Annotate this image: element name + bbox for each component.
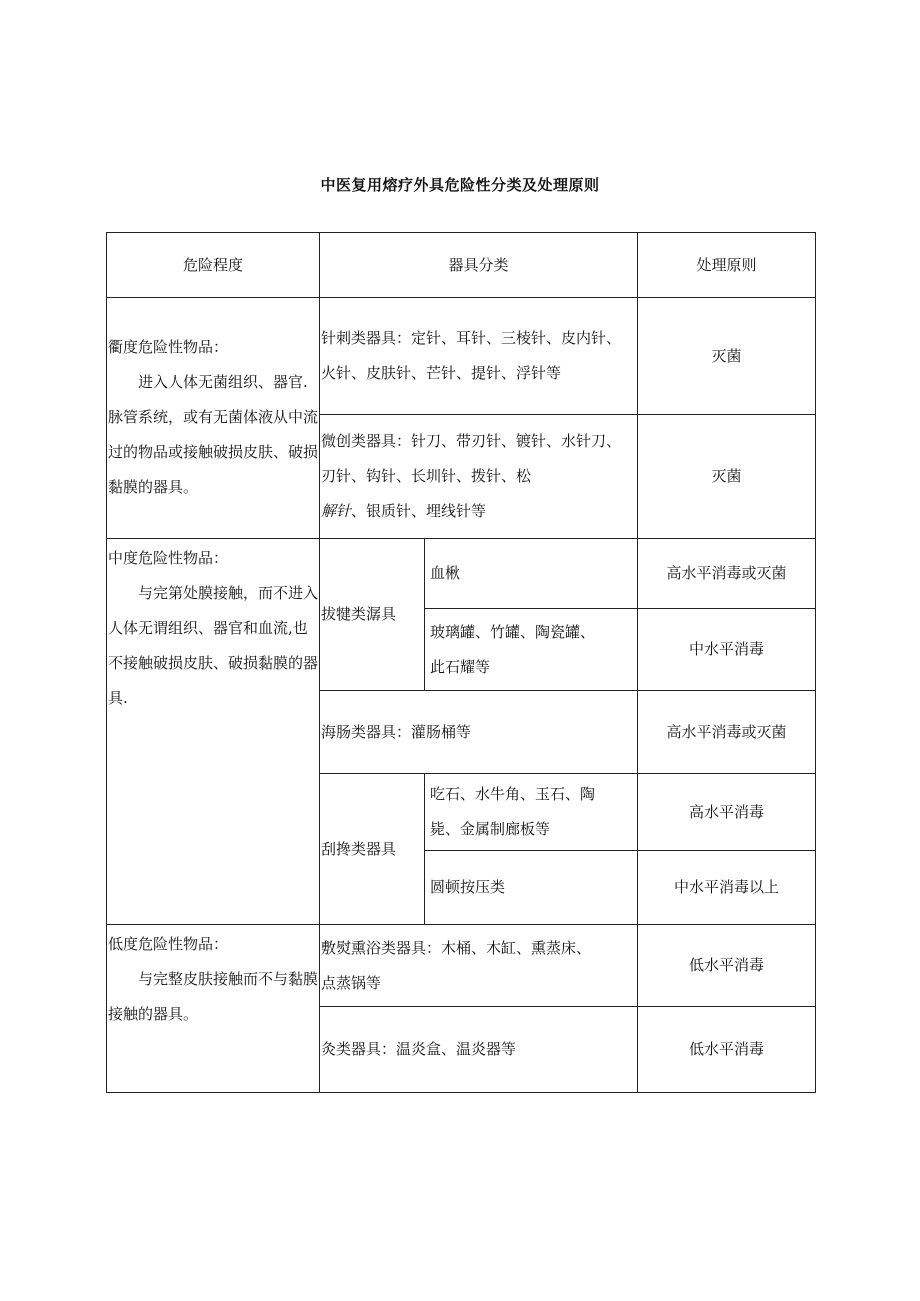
fumigation-instruments-cell [320, 925, 638, 1007]
table-row [107, 298, 816, 415]
subcategory-cell [425, 539, 638, 609]
table-row [107, 539, 816, 609]
medium-risk-cell [107, 539, 320, 925]
principle-cell: 中水平消毒以上 [638, 851, 816, 925]
category-text-line: 点蒸锅等 [321, 973, 382, 992]
header-treatment-principle: 处理原则 [638, 233, 816, 298]
principle-cell: 中水平消毒 [638, 609, 816, 691]
principle-cell: 高水平消毒 [638, 774, 816, 851]
high-risk-cell [107, 298, 320, 539]
category-text-line: 圆顿按压类 [430, 878, 506, 896]
subcategory-cell [425, 851, 638, 925]
subcategory-cell [425, 609, 638, 691]
italic-text: 解针 [321, 502, 352, 520]
category-text-line: 灸类器具：温炎盒、温炎器等 [321, 1040, 517, 1058]
medium-risk-title: 中度危险性物品： [108, 549, 229, 567]
category-text-line: 火针、皮肤针、芒针、提针、浮针等 [321, 364, 562, 382]
category-text-line: 微创类器具：针刀、带刃针、镀针、水针刀、 [321, 432, 622, 450]
header-instrument-category: 器具分类 [320, 233, 638, 298]
page-title: 中医复用熔疗外具危险性分类及处理原则 [320, 176, 600, 194]
category-text-line: 毙、金属制廊板等 [430, 820, 551, 838]
classification-table [106, 232, 816, 1093]
subcategory-cell [425, 774, 638, 851]
header-risk-level: 危险程度 [107, 233, 320, 298]
moxibustion-instruments-cell [320, 1007, 638, 1093]
category-text-line: 敷熨熏浴类器具：木桶、木缸、熏蒸床、 [321, 938, 592, 957]
category-text-line: 血楸 [430, 564, 461, 582]
medium-risk-description: 与完第处膜接触，而不进入人体无谓组织、器官和血流,也不接触破损皮肤、破损黏膜的器具. [108, 584, 319, 707]
low-risk-cell [107, 925, 320, 1093]
microinvasive-instruments-cell [320, 415, 638, 539]
cupping-group-label: 拔犍类潺具 [320, 539, 425, 691]
high-risk-title: 衢度危险性物品： [108, 338, 229, 356]
principle-cell: 高水平消毒或灭菌 [638, 539, 816, 609]
enema-instruments-cell: 海肠类器具：灌肠桶等 [320, 691, 638, 774]
category-text-line: 刃针、钩针、长圳针、拨针、松 [321, 467, 532, 485]
low-risk-title: 低度危险性物品： [108, 935, 229, 953]
principle-cell: 灭菌 [638, 298, 816, 415]
table-header-row [107, 233, 816, 298]
category-text: 、银质针、埋线针等 [351, 502, 487, 520]
category-text-line [321, 494, 637, 529]
table-row [107, 925, 816, 1007]
category-text-line: 玻璃罐、竹罐、陶瓷罐、 [430, 622, 596, 641]
category-text-line: 吃石、水牛角、玉石、陶 [430, 785, 596, 803]
principle-cell: 低水平消毒 [638, 925, 816, 1007]
low-risk-description: 与完整皮肤接触而不与黏膜接触的器具。 [108, 970, 319, 1023]
high-risk-description: 进入人体无菌组织、器官.脉管系统，或有无菌体液从中流过的物品或接触破损皮肤、破损黏膜的器具。 [108, 373, 319, 496]
category-text-line: 针刺类器具：定针、耳针、三棱针、皮内针、 [321, 329, 622, 347]
category-text-line: 此石耀等 [430, 657, 491, 676]
acupuncture-instruments-cell [320, 298, 638, 415]
principle-cell: 高水平消毒或灭菌 [638, 691, 816, 774]
principle-cell: 低水平消毒 [638, 1007, 816, 1093]
scraping-group-label: 刮搀类器具 [320, 774, 425, 925]
principle-cell: 灭菌 [638, 415, 816, 539]
